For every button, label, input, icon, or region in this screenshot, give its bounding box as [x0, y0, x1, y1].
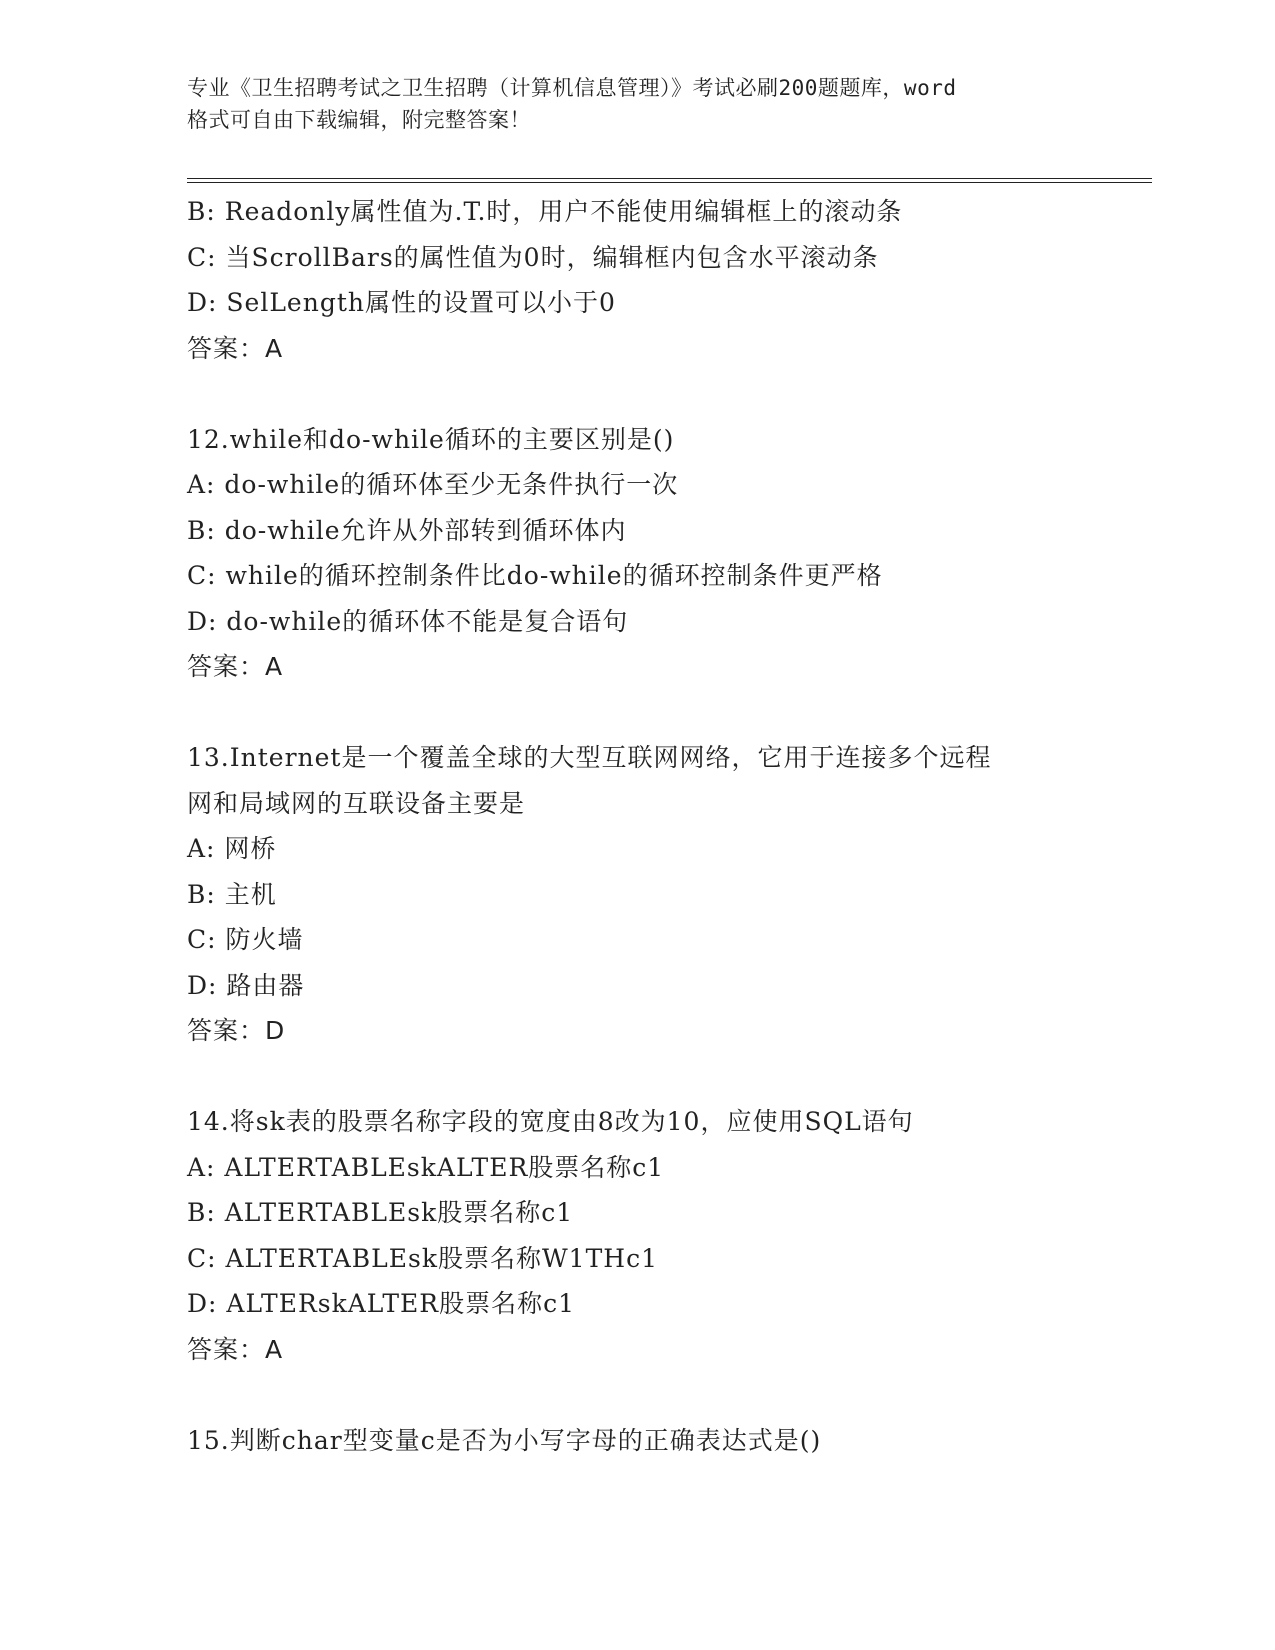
option-d: D: do-while的循环体不能是复合语句 [187, 606, 629, 636]
option-a: A: 网桥 [187, 834, 277, 863]
question-list [187, 189, 1152, 1463]
option-d: D: ALTERskALTER股票名称c1 [187, 1289, 576, 1318]
question-stem-line-1: 13.Internet是一个覆盖全球的大型互联网网络，它用于连接多个远程 [187, 743, 992, 772]
answer-label: 答案：A [187, 1334, 284, 1364]
header-line-2: 格式可自由下载编辑，附完整答案！ [187, 108, 531, 132]
answer-label: 答案：D [187, 1016, 286, 1045]
option-b: B: do-while允许从外部转到循环体内 [187, 515, 627, 545]
option-d: D: 路由器 [187, 970, 305, 1000]
question-14 [187, 1099, 1152, 1372]
question-stem-line-2: 网和局域网的互联设备主要是 [187, 788, 526, 818]
header-divider-top [187, 178, 1152, 179]
question-13 [187, 735, 1152, 1054]
option-b: B: Readonly属性值为.T.时，用户不能使用编辑框上的滚动条 [187, 197, 903, 226]
header-line-1: 专业《卫生招聘考试之卫生招聘（计算机信息管理）》考试必刷200题题库，word [187, 76, 957, 100]
answer-label: 答案：A [187, 333, 284, 363]
option-c: C: 当ScrollBars的属性值为0时，编辑框内包含水平滚动条 [187, 242, 879, 272]
spacer [187, 1054, 1152, 1100]
question-11-continued [187, 189, 1152, 371]
option-b: B: ALTERTABLEsk股票名称c1 [187, 1198, 574, 1227]
question-12 [187, 417, 1152, 690]
option-a: A: ALTERTABLEskALTER股票名称c1 [187, 1152, 665, 1182]
option-d: D: SelLength属性的设置可以小于0 [187, 288, 616, 317]
option-c: C: ALTERTABLEsk股票名称W1THc1 [187, 1243, 658, 1273]
question-stem: 14.将sk表的股票名称字段的宽度由8改为10，应使用SQL语句 [187, 1107, 914, 1136]
option-a: A: do-while的循环体至少无条件执行一次 [187, 470, 679, 499]
spacer [187, 690, 1152, 736]
spacer [187, 1372, 1152, 1418]
option-b: B: 主机 [187, 879, 277, 909]
document-header [187, 72, 1087, 136]
question-stem: 12.while和do-while循环的主要区别是() [187, 424, 675, 454]
spacer [187, 371, 1152, 417]
header-divider-bottom [187, 182, 1152, 183]
answer-label: 答案：A [187, 652, 284, 681]
option-c: C: while的循环控制条件比do-while的循环控制条件更严格 [187, 561, 883, 590]
question-15 [187, 1418, 1152, 1464]
question-stem: 15.判断char型变量c是否为小写字母的正确表达式是() [187, 1425, 822, 1455]
option-c: C: 防火墙 [187, 925, 304, 954]
